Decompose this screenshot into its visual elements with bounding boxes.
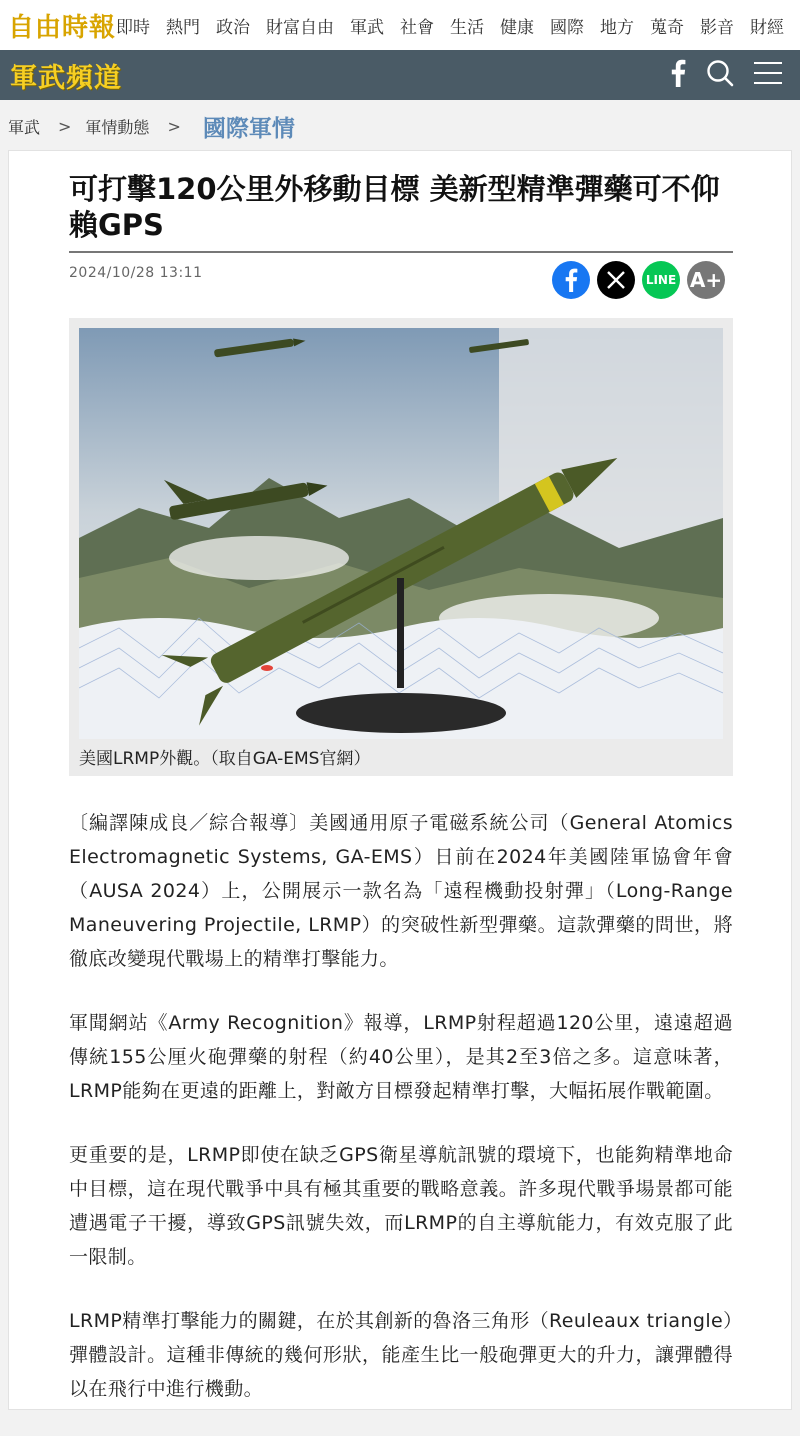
nav-item-life[interactable]: 生活 [450,17,485,38]
image-caption: 美國LRMP外觀。（取自GA-EMS官網） [79,749,371,769]
menu-icon[interactable] [754,61,782,89]
nav-item-health[interactable]: 健康 [500,17,535,38]
nav-item-wealth[interactable]: 財富自由 [266,17,335,38]
share-facebook-button[interactable] [552,261,590,299]
facebook-icon[interactable] [670,59,686,91]
font-size-button[interactable]: A+ [687,261,725,299]
article-figure [69,318,733,776]
nav-item-politics[interactable]: 政治 [216,17,251,38]
x-icon [606,270,626,290]
breadcrumb-item-news[interactable]: 軍情動態 [85,117,150,137]
nav-item-instant[interactable]: 即時 [116,17,151,38]
nav-item-popular[interactable]: 熱門 [166,17,201,38]
nav-item-world[interactable]: 國際 [550,17,585,38]
channel-title[interactable]: 軍武頻道 [10,62,122,94]
breadcrumb-separator: > [58,116,72,136]
nav-item-military[interactable]: 軍武 [350,17,385,38]
article-title: 可打擊120公里外移動目標 美新型精準彈藥可不仰賴GPS [69,172,720,242]
nav-item-odd[interactable]: 蒐奇 [650,17,685,38]
title-divider [69,251,733,253]
breadcrumb-current[interactable]: 國際軍情 [202,115,295,142]
article-paragraph: LRMP精準打擊能力的關鍵，在於其創新的魯洛三角形（Reuleaux triangle）彈體設計。這種非傳統的幾何形狀，能產生比一般砲彈更大的升力，讓彈體得以在飛行中進行機動。 [69,1310,734,1400]
share-buttons [552,261,732,299]
breadcrumb-item-military[interactable]: 軍武 [8,117,41,137]
article-date: 2024/10/28 13:11 [69,265,203,281]
search-icon[interactable] [706,59,734,91]
breadcrumb [8,100,295,152]
breadcrumb-separator: > [167,116,181,136]
top-navigation [0,0,800,50]
share-line-button[interactable]: LINE [642,261,680,299]
nav-item-society[interactable]: 社會 [400,17,435,38]
channel-bar [0,50,800,100]
article-paragraph: 軍聞網站《Army Recognition》報導，LRMP射程超過120公里，遠遠超過傳統155公厘火砲彈藥的射程（約40公里），是其2至3倍之多。這意味著，LRMP能夠在更遠的距離上，對敵方目標發起精準打擊，大幅拓展作戰範圍。 [69,1012,733,1102]
article-paragraph: 更重要的是，LRMP即使在缺乏GPS衛星導航訊號的環境下，也能夠精準地命中目標，這在現代戰爭中具有極其重要的戰略意義。許多現代戰爭場景都可能遭遇電子干擾，導致GPS訊號失效，而LRMP的自主導航能力，有效克服了此一限制。 [69,1144,733,1268]
nav-item-finance[interactable]: 財經 [750,17,785,38]
article-body [69,806,733,1436]
article-image[interactable] [79,328,723,739]
share-x-button[interactable] [597,261,635,299]
site-logo[interactable]: 自由時報 [8,12,117,43]
nav-item-local[interactable]: 地方 [600,17,635,38]
facebook-icon [564,268,578,292]
article-card [8,150,792,1410]
article-paragraph: 〔編譯陳成良／綜合報導〕美國通用原子電磁系統公司（General Atomics Electromagnetic Systems, GA-EMS）日前在2024年美國陸軍協會年會（AUSA 2024）上，公開展示一款名為「遠程機動投射彈」（Long-Range Maneuvering Projectile, LRMP）的突破性新型彈藥。這款彈藥的問世，將徹底改變現代戰場上的精準打擊能力。 [69,812,733,970]
nav-item-video[interactable]: 影音 [700,17,735,38]
